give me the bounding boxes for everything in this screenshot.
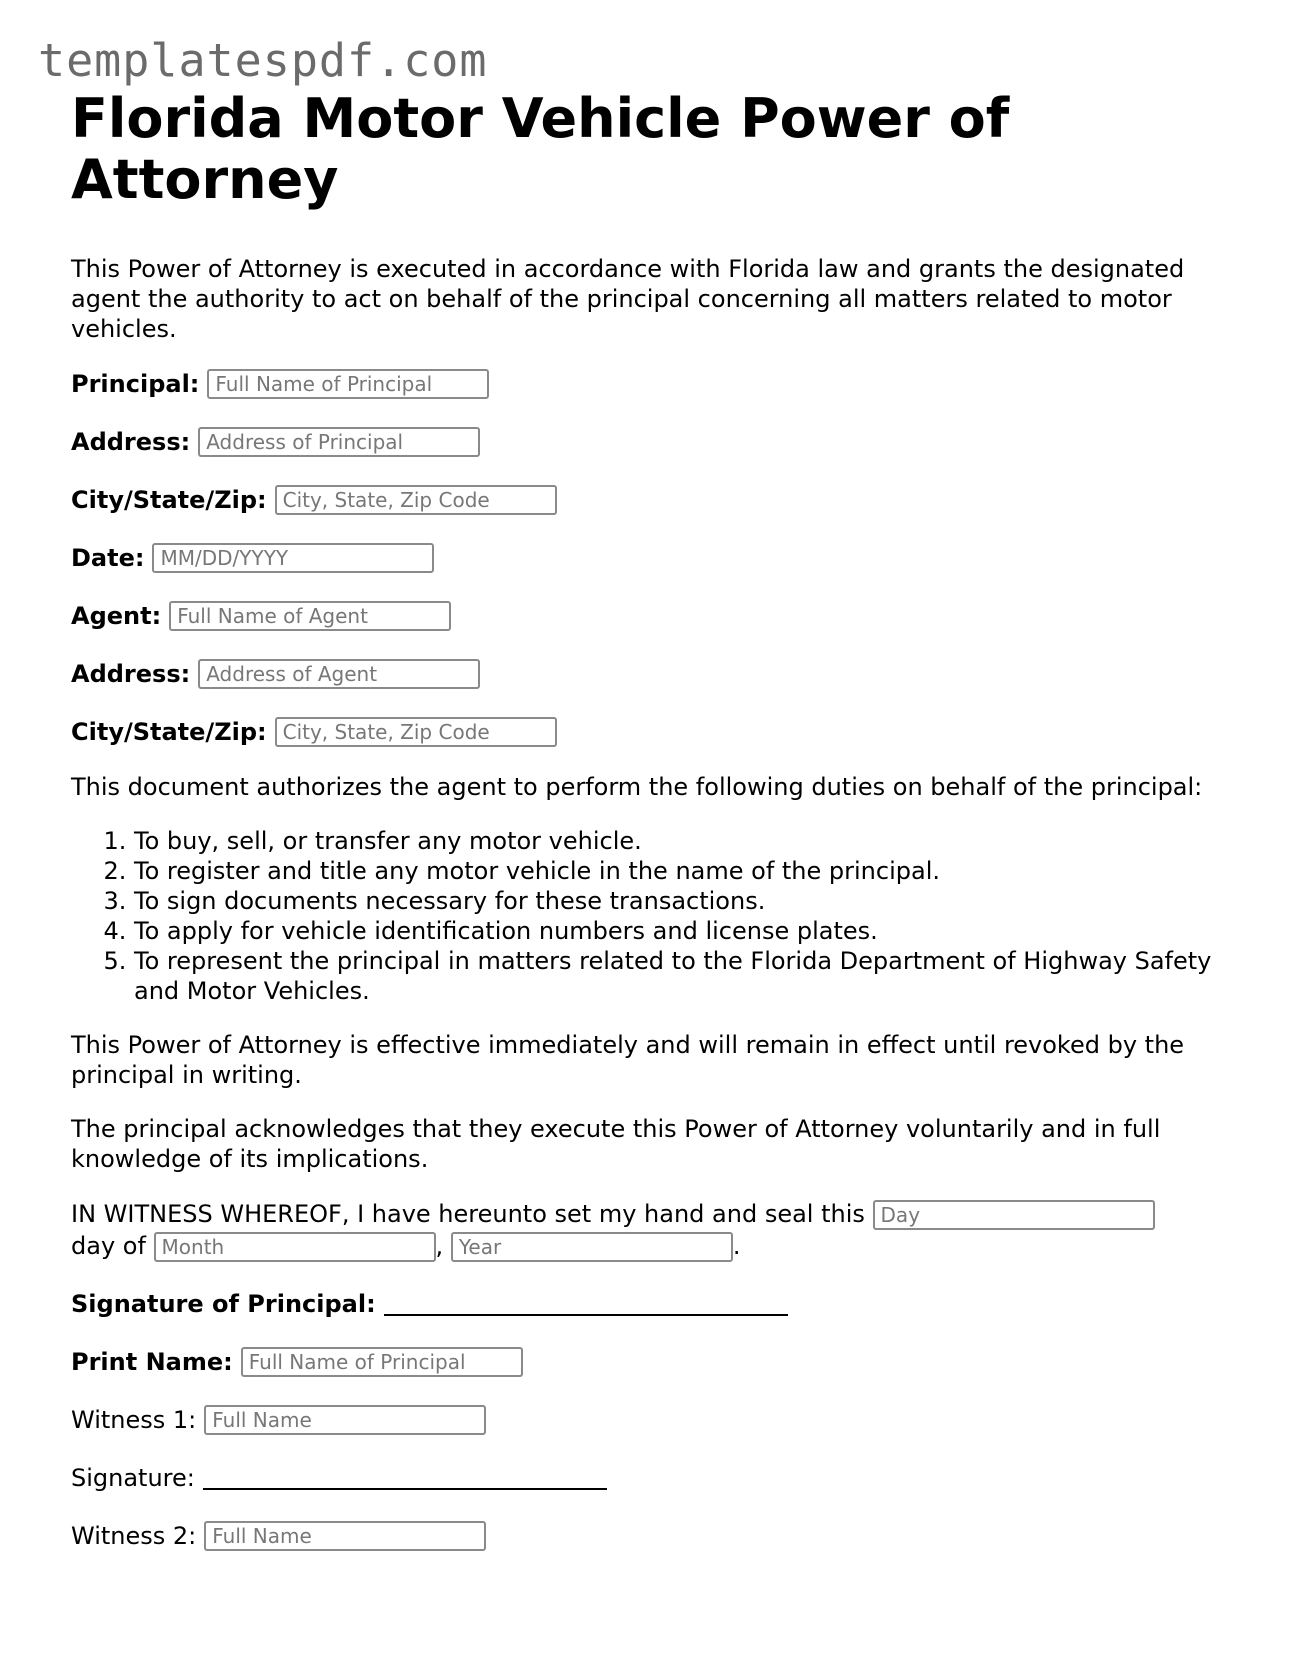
duties-intro: This document authorizes the agent to perform the following duties on behalf of the principal: [71,773,1203,801]
principal-city-label: City/State/Zip: [71,486,267,514]
principal-signature-label: Signature of Principal: [71,1290,376,1318]
agent-address-label: Address: [71,660,191,688]
principal-address-row [71,426,1221,458]
page-title: Florida Motor Vehicle Power of Attorney [71,87,1010,211]
list-item: 5. To represent the principal in matters related to the Florida Department of Highway Safety and Motor Vehicles. [134,946,1221,1006]
acknowledgment-paragraph: The principal acknowledges that they execute this Power of Attorney voluntarily and in full knowledge of its implications. [71,1115,1161,1173]
date-input[interactable]: MM/DD/YYYY [152,543,434,573]
witness1-label: Witness 1: [71,1406,197,1434]
principal-address-label: Address: [71,428,191,456]
day-of-text: day of [71,1232,146,1260]
list-item: 1. To buy, sell, or transfer any motor vehicle. [134,826,1221,856]
principal-signature-line[interactable] [384,1292,788,1316]
principal-address-input[interactable]: Address of Principal [198,427,480,457]
witness1-row [71,1404,1221,1436]
document-body [71,88,1221,1552]
principal-city-input[interactable]: City, State, Zip Code [275,485,557,515]
list-item: 3. To sign documents necessary for these transactions. [134,886,1221,916]
principal-name-input[interactable]: Full Name of Principal [207,369,489,399]
principal-signature-row [71,1288,1221,1320]
year-input[interactable]: Year [451,1232,733,1262]
print-name-row [71,1346,1221,1378]
agent-address-input[interactable]: Address of Agent [198,659,480,689]
date-row [71,542,1221,574]
witness2-row [71,1520,1221,1552]
duties-list [71,826,1221,1006]
principal-row [71,368,1221,400]
comma-text: , [435,1232,444,1260]
witness2-label: Witness 2: [71,1522,197,1550]
witness-clause [71,1198,1221,1262]
agent-row [71,600,1221,632]
period-text: . [732,1232,741,1260]
agent-city-label: City/State/Zip: [71,718,267,746]
witness-clause-text: IN WITNESS WHEREOF, I have hereunto set my hand and seal this [71,1200,865,1228]
agent-name-input[interactable]: Full Name of Agent [169,601,451,631]
print-name-label: Print Name: [71,1348,233,1376]
agent-city-input[interactable]: City, State, Zip Code [275,717,557,747]
agent-address-row [71,658,1221,690]
principal-label: Principal: [71,370,200,398]
day-input[interactable]: Day [873,1200,1155,1230]
month-input[interactable]: Month [154,1232,436,1262]
date-label: Date: [71,544,145,572]
witness1-signature-label: Signature: [71,1464,195,1492]
witness1-signature-row [71,1462,1221,1494]
effective-paragraph: This Power of Attorney is effective immediately and will remain in effect until revoked by the principal in writing. [71,1031,1185,1089]
agent-label: Agent: [71,602,162,630]
witness1-name-input[interactable]: Full Name [204,1405,486,1435]
principal-city-row [71,484,1221,516]
watermark: templatespdf.com [38,34,488,87]
witness1-signature-line[interactable] [203,1466,607,1490]
list-item: 4. To apply for vehicle identification numbers and license plates. [134,916,1221,946]
witness2-name-input[interactable]: Full Name [204,1521,486,1551]
intro-paragraph: This Power of Attorney is executed in accordance with Florida law and grants the designated agent the authority to act on behalf of the principal concerning all matters related to motor vehicles. [71,255,1185,343]
list-item: 2. To register and title any motor vehicle in the name of the principal. [134,856,1221,886]
print-name-input[interactable]: Full Name of Principal [241,1347,523,1377]
agent-city-row [71,716,1221,748]
